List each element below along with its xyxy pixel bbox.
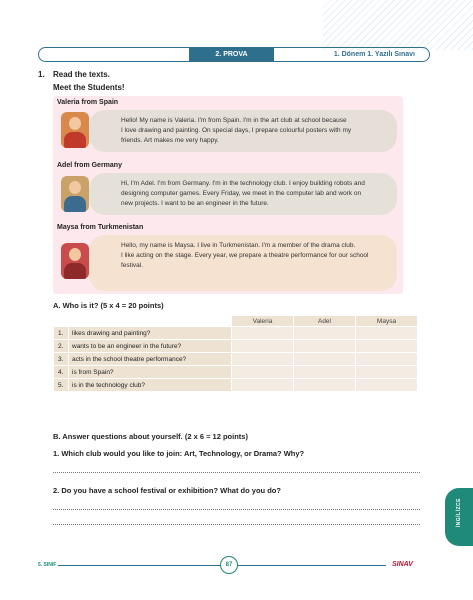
avatar-valeria (61, 112, 89, 148)
question-b1: 1. Which club would you like to join: Art, Technology, or Drama? Why? (53, 449, 305, 458)
table-row (54, 340, 418, 353)
exam-title: 1. Dönem 1. Yazılı Sınavı (333, 51, 415, 58)
row-question: is from Spain? (69, 366, 232, 379)
answer-cell[interactable] (294, 353, 356, 366)
answer-cell[interactable] (356, 327, 418, 340)
answer-cell[interactable] (294, 340, 356, 353)
students-panel (53, 96, 403, 294)
section-b-title: B. Answer questions about yourself. (2 x 6 = 12 points) (53, 432, 248, 441)
who-is-it-table (53, 315, 418, 392)
avatar-adel (61, 176, 89, 212)
shirt-icon (64, 263, 86, 279)
row-question: wants to be an engineer in the future? (69, 340, 232, 353)
answer-cell[interactable] (294, 327, 356, 340)
page-header (38, 47, 430, 62)
answer-cell[interactable] (232, 327, 294, 340)
text-line: friends. Art makes me very happy. (121, 137, 219, 144)
avatar-maysa (61, 243, 89, 279)
answer-line[interactable] (53, 472, 420, 473)
subject-side-tab (445, 488, 473, 546)
student-name-maysa: Maysa from Turkmenistan (57, 224, 144, 231)
face-icon (69, 248, 81, 261)
row-number: 5. (54, 379, 69, 392)
subject-label: İNGİLİZCE (456, 498, 462, 528)
question-title: Read the texts. (53, 70, 110, 79)
question-b2: 2. Do you have a school festival or exhibition? What do you do? (53, 486, 281, 495)
text-line: I like acting on the stage. Every year, we prepare a theatre performance for our school (121, 252, 369, 259)
answer-cell[interactable] (232, 340, 294, 353)
row-question: is in the technology club? (69, 379, 232, 392)
table-row (54, 379, 418, 392)
column-header: Maysa (356, 316, 418, 327)
section-a-title: A. Who is it? (5 x 4 = 20 points) (53, 301, 164, 310)
row-number: 2. (54, 340, 69, 353)
text-bubble-maysa (89, 235, 397, 291)
shirt-icon (64, 196, 86, 212)
question-subtitle: Meet the Students! (53, 83, 125, 92)
text-line: Hello! My name is Valeria. I'm from Spain. I'm in the art club at school because (121, 117, 347, 124)
student-name-adel: Adel from Germany (57, 162, 122, 169)
answer-line[interactable] (53, 524, 420, 525)
row-number: 1. (54, 327, 69, 340)
text-line: Hi, I'm Adel. I'm from Germany. I'm in the technology club. I enjoy building robots and (121, 180, 365, 187)
table-corner (54, 316, 232, 327)
page-number: 87 (220, 556, 238, 574)
answer-cell[interactable] (356, 379, 418, 392)
row-number: 3. (54, 353, 69, 366)
student-name-valeria: Valeria from Spain (57, 99, 119, 106)
question-number: 1. (38, 70, 45, 79)
text-line: Hello, my name is Maysa. I live in Turkmenistan. I'm a member of the drama club. (121, 242, 356, 249)
text-line: I love drawing and painting. On special days, I prepare colourful posters with my (121, 127, 352, 134)
row-question: acts in the school theatre performance? (69, 353, 232, 366)
table-row (54, 366, 418, 379)
text-bubble-adel (89, 173, 397, 215)
answer-cell[interactable] (232, 353, 294, 366)
answer-cell[interactable] (294, 366, 356, 379)
face-icon (69, 181, 81, 194)
column-header: Adel (294, 316, 356, 327)
answer-cell[interactable] (356, 366, 418, 379)
answer-cell[interactable] (356, 340, 418, 353)
face-icon (69, 117, 81, 130)
text-line: festival. (121, 262, 144, 269)
column-header: Valeria (232, 316, 294, 327)
header-hatch-decoration (323, 0, 473, 50)
text-line: designing computer games. Every Friday, we meet in the computer lab and work on (121, 190, 362, 197)
text-line: new projects. I want to be an engineer in the future. (121, 200, 269, 207)
row-question: likes drawing and painting? (69, 327, 232, 340)
answer-cell[interactable] (356, 353, 418, 366)
answer-line[interactable] (53, 509, 420, 510)
answer-cell[interactable] (232, 379, 294, 392)
grade-label: 5. SINIF (38, 562, 57, 568)
answer-cell[interactable] (232, 366, 294, 379)
table-row (54, 327, 418, 340)
row-number: 4. (54, 366, 69, 379)
shirt-icon (64, 132, 86, 148)
publisher-logo: SINAV (392, 561, 413, 568)
text-bubble-valeria (89, 110, 397, 152)
table-row (54, 353, 418, 366)
answer-cell[interactable] (294, 379, 356, 392)
prova-badge: 2. PROVA (189, 47, 274, 62)
